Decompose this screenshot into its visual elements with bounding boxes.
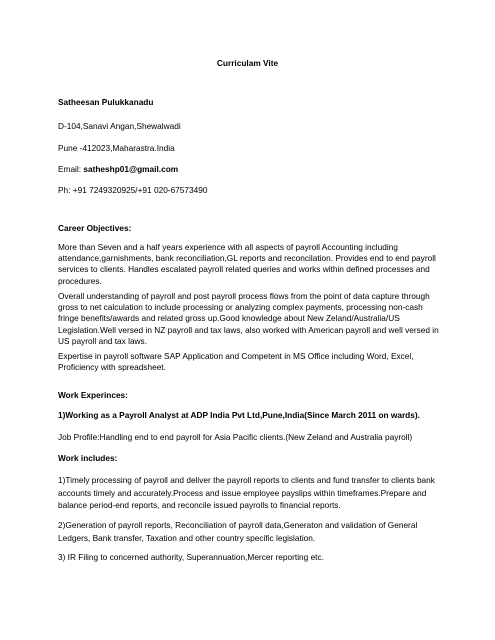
job-profile: Job Profile:Handling end to end payroll for Asia Pacific clients.(New Zeland and Australia payroll) [58, 432, 413, 442]
text-line: balance period-end reports, and reconcile issued payrolls to financial reports. [58, 500, 341, 510]
text-line: attendance,garnishments, bank reconciliation,GL reports and reconcilation. Provides end to end payroll [58, 253, 436, 264]
text-line: fringe benefits/awards and related gross up.Good knowledge about New Zeland/Australia/US [58, 313, 400, 324]
document-title: Curriculam Vite [216, 58, 279, 68]
text-line: gross to net calculation to include processing or analyzing complex payments, processing non-cash [58, 302, 423, 313]
career-objectives-heading: Career Objectives: [58, 223, 132, 233]
text-line: 2)Generation of payroll reports, Reconciliation of payroll data,Generaton and validation of General [58, 520, 418, 530]
career-paragraph-1 [58, 242, 448, 287]
text-line: US payroll and tax laws. [58, 335, 148, 346]
candidate-name: Satheesan Pulukkanadu [58, 97, 154, 107]
text-line: Legislation.Well versed in NZ payroll and tax laws, also worked with American payroll and well versed in [58, 324, 439, 335]
text-line: Expertise in payroll software SAP Application and Competent in MS Office including Word, Excel, [58, 351, 414, 361]
text-line: accounts timely and accurately.Process and issue employee payslips within timeframes.Prepare and [58, 487, 427, 498]
text-line: procedures. [58, 275, 102, 286]
phone-line: Ph: +91 7249320925/+91 020-67573490 [58, 185, 208, 195]
work-item-3: 3) IR Filing to concerned authority, Superannuation,Mercer reporting etc. [58, 552, 324, 562]
email-label: Email: [58, 164, 84, 174]
text-line: Overall understanding of payroll and post payroll process flows from the point of data capture through [58, 291, 430, 301]
text-line: services to clients. Handles escalated payroll related queries and works within defined processes and [58, 264, 430, 275]
address-line-1: D-104,Sanavi Angan,Shewalwadi [58, 121, 181, 131]
text-line: More than Seven and a half years experience with all aspects of payroll Accounting including [58, 242, 398, 252]
email-value: satheshp01@gmail.com [83, 164, 179, 174]
career-paragraph-2 [58, 291, 448, 347]
work-item-2 [58, 519, 448, 545]
address-line-2: Pune -412023,Maharastra.India [58, 143, 175, 153]
career-paragraph-3 [58, 351, 448, 373]
job-title: 1)Working as a Payroll Analyst at ADP India Pvt Ltd,Pune,India(Since March 2011 on wards). [58, 410, 420, 420]
work-experience-heading: Work Experinces: [58, 390, 128, 400]
text-line: Ledgers, Bank transfer, Taxation and other country specific legislation. [58, 533, 316, 543]
work-includes-heading: Work includes: [58, 453, 118, 463]
text-line: Proficiency with spreadsheet. [58, 362, 166, 373]
work-item-1 [58, 474, 448, 512]
email-line [58, 164, 178, 175]
text-line: 1)Timely processing of payroll and deliver the payroll reports to clients and fund transfer to clients bank [58, 475, 435, 485]
